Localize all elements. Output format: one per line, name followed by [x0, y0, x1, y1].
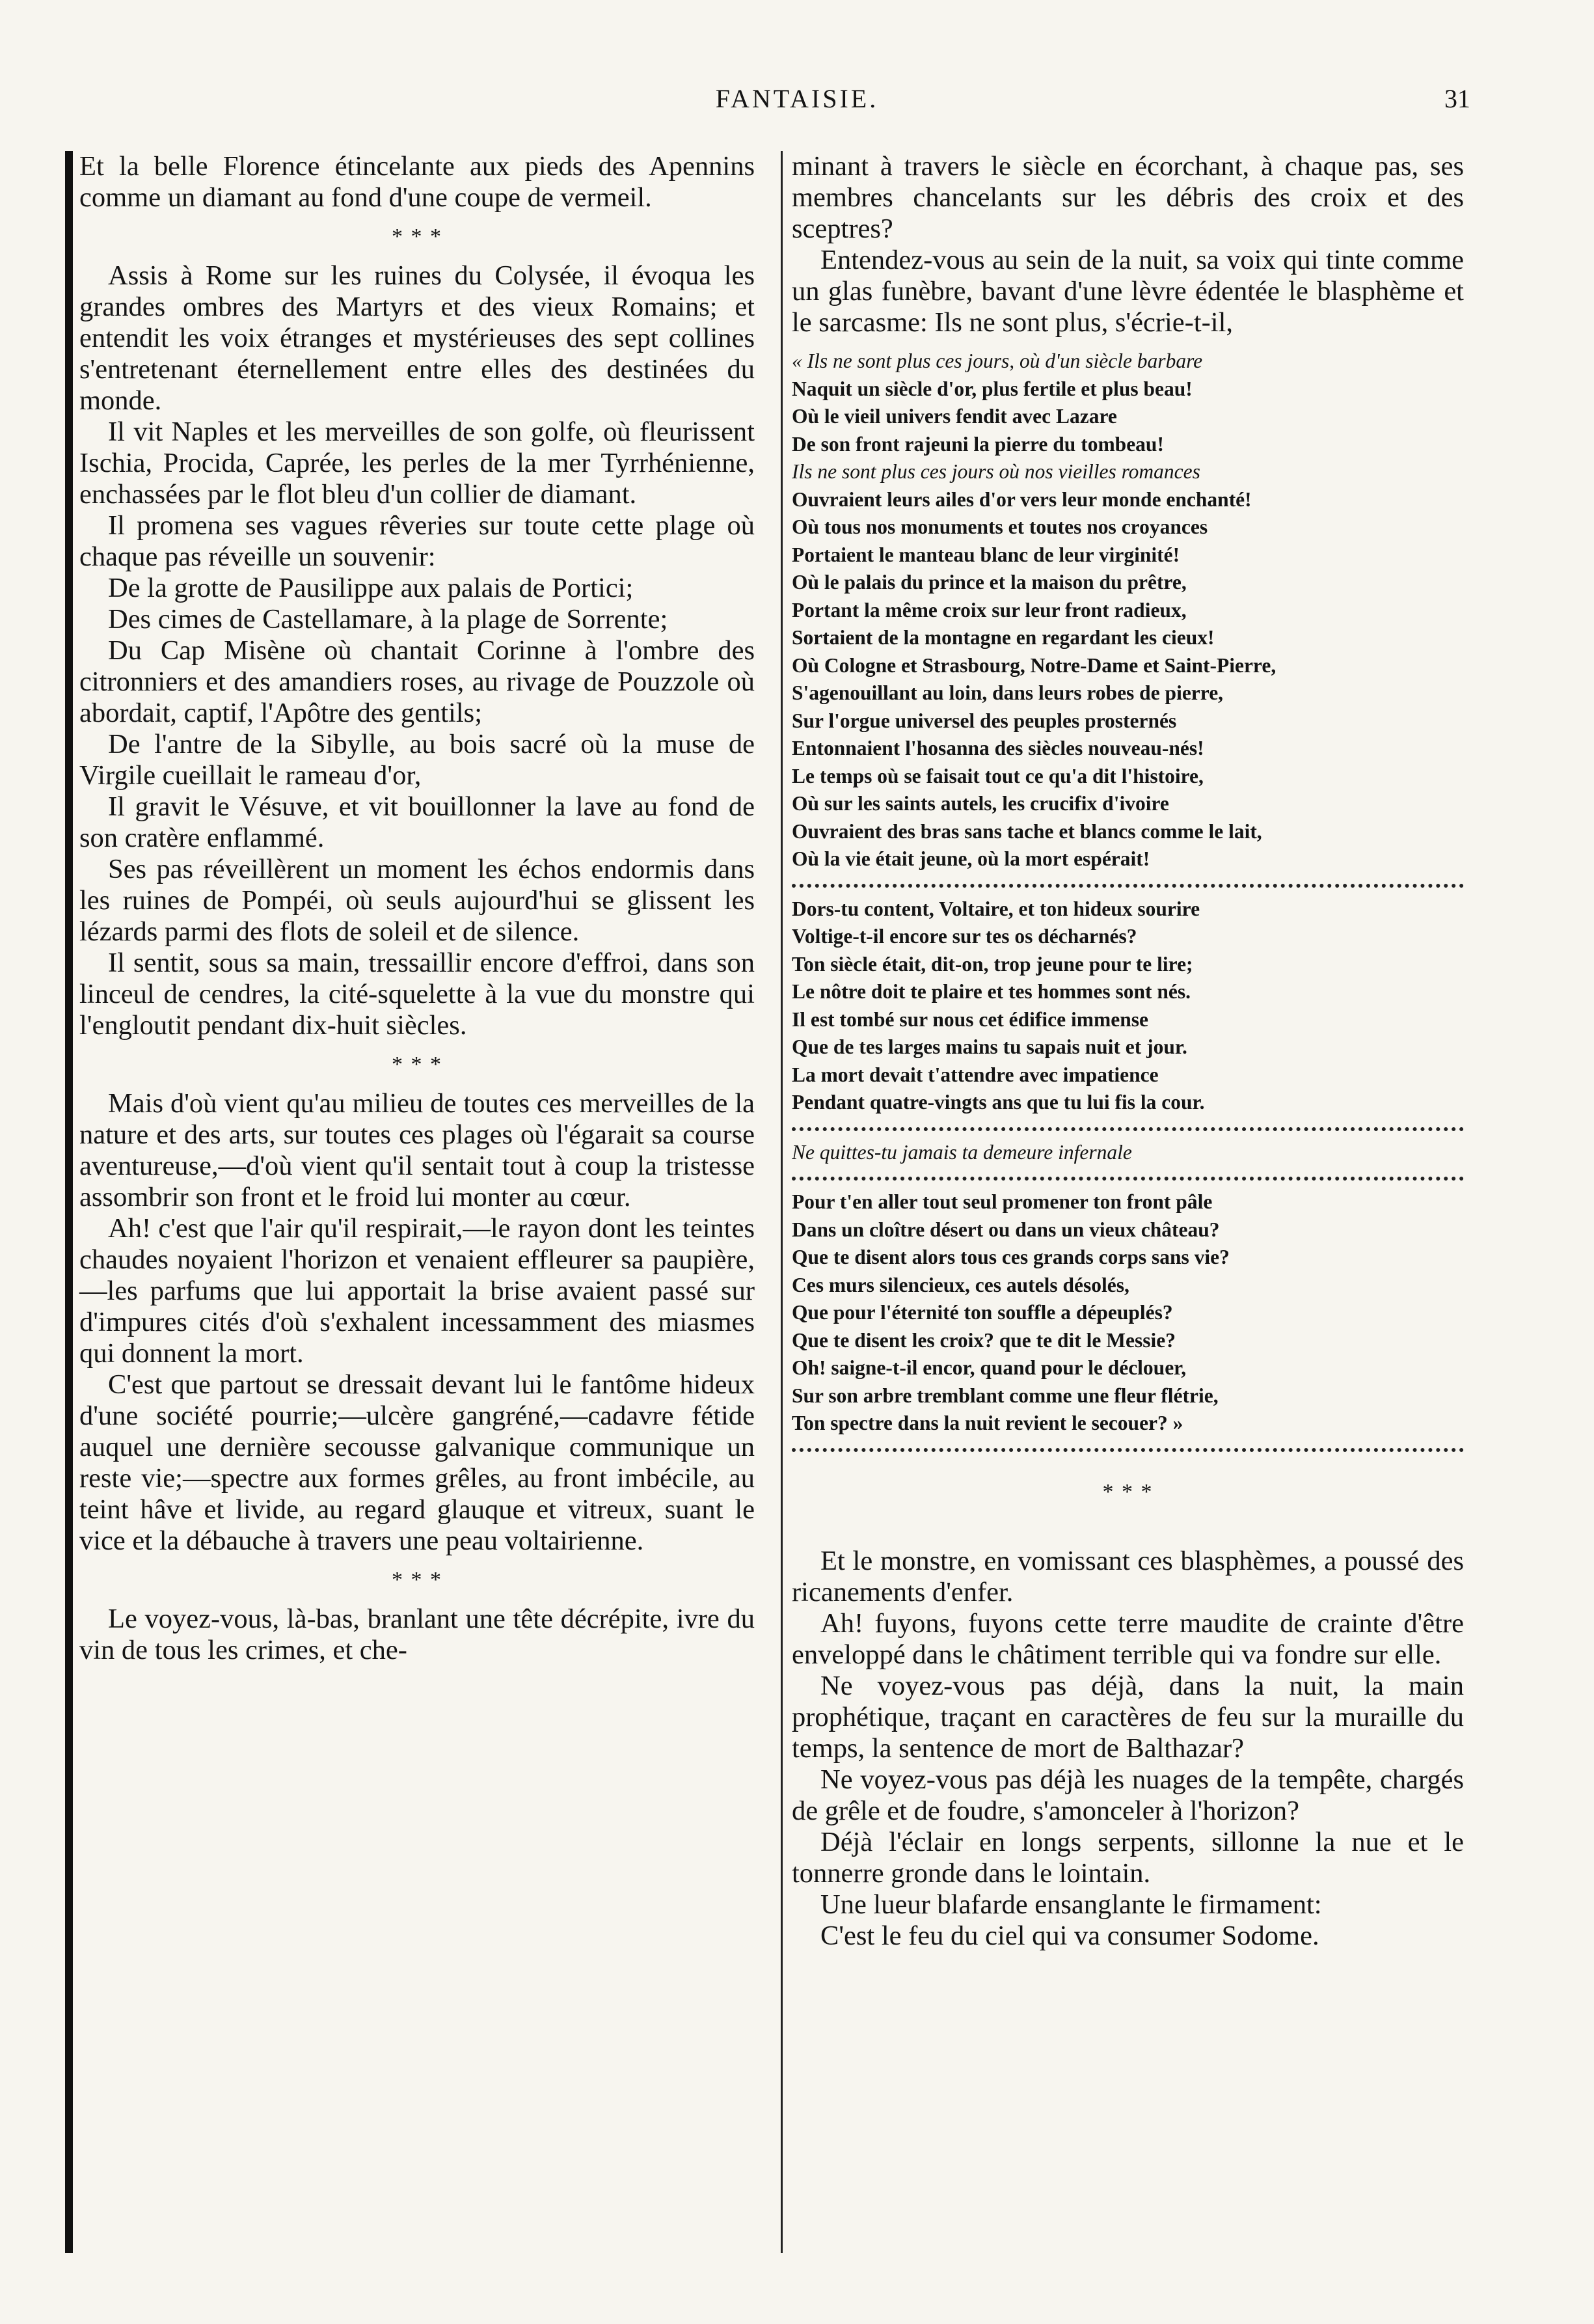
- verse-line: Le nôtre doit te plaire et tes hommes sont nés.: [792, 980, 1191, 1003]
- paragraph: Entendez-vous au sein de la nuit, sa voix qui tinte comme un glas funèbre, bavant d'une lèvre édentée le blasphème et le sarcasme: Ils ne sont plus, s'écrie-t-il,: [792, 245, 1464, 338]
- verse-line: Où la vie était jeune, où la mort espérait!: [792, 847, 1150, 870]
- verse-line: Ouvraient des bras sans tache et blancs comme le lait,: [792, 819, 1262, 843]
- section-ornament: * * *: [392, 1052, 442, 1076]
- paragraph: Il vit Naples et les merveilles de son golfe, où fleurissent Ischia, Procida, Caprée, les perles de la mer Tyrrhénienne, enchassées par le flot bleu d'un collier de diamant.: [79, 417, 755, 510]
- verse-line: Ne quittes-tu jamais ta demeure infernale: [792, 1140, 1132, 1164]
- paragraph: Il sentit, sous sa main, tressaillir encore d'effroi, dans son linceul de cendres, la cité-squelette à la vue du monstre qui l'engloutit pendant dix-huit siècles.: [79, 948, 755, 1041]
- verse-line: Ouvraient leurs ailes d'or vers leur monde enchanté!: [792, 487, 1252, 511]
- verse-line: Sortaient de la montagne en regardant les cieux!: [792, 626, 1215, 649]
- section-ornament: * * *: [392, 1568, 442, 1592]
- paragraph: Il gravit le Vésuve, et vit bouillonner la lave au fond de son cratère enflammé.: [79, 791, 755, 853]
- paragraph: De la grotte de Pausilippe aux palais de Portici;: [108, 573, 634, 603]
- verse-line: Où tous nos monuments et toutes nos croyances: [792, 515, 1208, 538]
- verse-line: Il est tombé sur nous cet édifice immense: [792, 1007, 1148, 1031]
- verse-line: Voltige-t-il encore sur tes os décharnés?: [792, 925, 1137, 948]
- verse-line: Dans un cloître désert ou dans un vieux château?: [792, 1218, 1220, 1241]
- verse-line: Ton spectre dans la nuit revient le secouer? »: [792, 1412, 1183, 1434]
- verse-line: Pour t'en aller tout seul promener ton front pâle: [792, 1190, 1213, 1213]
- verse-line: Où le palais du prince et la maison du prêtre,: [792, 571, 1187, 594]
- verse-line: Que te disent alors tous ces grands corps sans vie?: [792, 1246, 1230, 1268]
- verse-stanza: [792, 895, 1464, 1117]
- paragraph: Ah! c'est que l'air qu'il respirait,—le rayon dont les teintes chaudes noyaient l'horizon et venaient effleurer sa paupière,—les parfums que lui apportait la brise avaient passé sur d'impures cités d'où s'exhalent incessamment des miasmes qui donnent la mort.: [79, 1213, 755, 1369]
- paragraph: Ses pas réveillèrent un moment les échos endormis dans les ruines de Pompéi, où seuls aujourd'hui se glissent les lézards parmi des flots de soleil et de silence.: [79, 854, 755, 947]
- paragraph: Du Cap Misène où chantait Corinne à l'ombre des citronniers et des amandiers roses, au rivage de Pouzzole où abordait, captif, l'Apôtre des gentils;: [79, 635, 755, 728]
- running-title: FANTAISIE.: [715, 84, 879, 113]
- verse-line: Pendant quatre-vingts ans que tu lui fis la cour.: [792, 1091, 1205, 1114]
- verse-line: Naquit un siècle d'or, plus fertile et plus beau!: [792, 377, 1193, 400]
- right-column: [781, 151, 1464, 2253]
- paragraph: Ah! fuyons, fuyons cette terre maudite de crainte d'être enveloppé dans le châtiment terrible qui va fondre sur elle.: [792, 1607, 1464, 1670]
- paragraph: C'est que partout se dressait devant lui le fantôme hideux d'une société pourrie;—ulcère gangréné,—cadavre fétide auquel une dernière secousse galvanique communique un reste vie;—spectre aux formes grêles, au front imbécile, au teint hâve et livide, au regard glauque et vitreux, suant le vice et la débauche à travers une peau voltairienne.: [79, 1369, 755, 1556]
- paragraph: De l'antre de la Sibylle, au bois sacré où la muse de Virgile cueillait le rameau d'or,: [79, 729, 755, 791]
- verse-line: Sur son arbre tremblant comme une fleur flétrie,: [792, 1384, 1219, 1407]
- verse-line: Oh! saigne-t-il encor, quand pour le déclouer,: [792, 1356, 1187, 1379]
- page-header: [0, 83, 1594, 122]
- verse-line: Sur l'orgue universel des peuples prosternés: [792, 709, 1177, 732]
- verse-line: Ton siècle était, dit-on, trop jeune pour te lire;: [792, 952, 1193, 976]
- verse-line: Ils ne sont plus ces jours où nos vieilles romances: [792, 460, 1200, 483]
- verse-stanza: [792, 1139, 1464, 1167]
- section-ornament: * * *: [1102, 1479, 1154, 1504]
- verse-line: Que de tes larges mains tu sapais nuit et jour.: [792, 1035, 1187, 1058]
- verse-line: S'agenouillant au loin, dans leurs robes de pierre,: [792, 681, 1224, 704]
- left-column: [65, 151, 755, 2253]
- verse-line: « Ils ne sont plus ces jours, où d'un siècle barbare: [792, 349, 1203, 372]
- verse-line: De son front rajeuni la pierre du tombeau!: [792, 432, 1164, 456]
- paragraph: Et la belle Florence étincelante aux pieds des Apennins comme un diamant au fond d'une coupe de vermeil.: [79, 151, 755, 213]
- verse-line: Portaient le manteau blanc de leur virginité!: [792, 543, 1180, 566]
- verse-line: Le temps où se faisait tout ce qu'a dit l'histoire,: [792, 764, 1204, 787]
- dotted-separator: [792, 1125, 1464, 1131]
- paragraph: Mais d'où vient qu'au milieu de toutes ces merveilles de la nature et des arts, sur toutes ces plages où l'égarait sa course aventureuse,—d'où vient qu'il sentait tout à coup la tristesse assombrir son front et le froid lui monter au cœur.: [79, 1088, 755, 1212]
- paragraph: Une lueur blafarde ensanglante le firmament:: [820, 1889, 1322, 1920]
- paragraph: Et le monstre, en vomissant ces blasphèmes, a poussé des ricanements d'enfer.: [792, 1545, 1464, 1607]
- section-ornament: * * *: [392, 225, 442, 249]
- dotted-separator: [792, 1445, 1464, 1452]
- verse-line: Ces murs silencieux, ces autels désolés,: [792, 1273, 1129, 1296]
- dotted-separator: [792, 1174, 1464, 1181]
- verse-line: Portant la même croix sur leur front radieux,: [792, 598, 1187, 622]
- verse-line: Entonnaient l'hosanna des siècles nouveau-nés!: [792, 737, 1204, 759]
- verse-line: Où sur les saints autels, les crucifix d'ivoire: [792, 792, 1169, 815]
- verse-stanza: [792, 1188, 1464, 1438]
- verse-line: Que te disent les croix? que te dit le Messie?: [792, 1328, 1176, 1352]
- page-number: 31: [1444, 84, 1470, 113]
- verse-line: Où Cologne et Strasbourg, Notre-Dame et Saint-Pierre,: [792, 653, 1277, 677]
- paragraph: Des cimes de Castellamare, à la plage de Sorrente;: [108, 604, 668, 635]
- paragraph: Ne voyez-vous pas déjà les nuages de la tempête, chargés de grêle et de foudre, s'amonceler à l'horizon?: [792, 1764, 1464, 1826]
- paragraph: Assis à Rome sur les ruines du Colysée, il évoqua les grandes ombres des Martyrs et des vieux Romains; et entendit les voix étranges et mystérieuses des sept collines s'entretenant éternellement entre elles des destinées du monde.: [79, 260, 755, 416]
- verse-stanza: [792, 348, 1464, 873]
- paragraph: Le voyez-vous, là-bas, branlant une tête décrépite, ivre du vin de tous les crimes, et che-: [79, 1604, 755, 1665]
- verse-line: Dors-tu content, Voltaire, et ton hideux sourire: [792, 897, 1200, 920]
- verse-line: Où le vieil univers fendit avec Lazare: [792, 405, 1117, 428]
- paragraph: Déjà l'éclair en longs serpents, sillonne la nue et le tonnerre gronde dans le lointain.: [792, 1826, 1464, 1889]
- dotted-separator: [792, 881, 1464, 888]
- paragraph: Ne voyez-vous pas déjà, dans la nuit, la main prophétique, traçant en caractères de feu sur la muraille du temps, la sentence de mort de Balthazar?: [792, 1670, 1464, 1764]
- paragraph: C'est le feu du ciel qui va consumer Sodome.: [820, 1920, 1319, 1951]
- paragraph: Il promena ses vagues rêveries sur toute cette plage où chaque pas réveille un souvenir:: [79, 510, 755, 572]
- verse-line: La mort devait t'attendre avec impatience: [792, 1063, 1159, 1086]
- paragraph: minant à travers le siècle en écorchant, à chaque pas, ses membres chancelants sur les débris des croix et des sceptres?: [792, 151, 1464, 244]
- verse-line: Que pour l'éternité ton souffle a dépeuplés?: [792, 1301, 1173, 1324]
